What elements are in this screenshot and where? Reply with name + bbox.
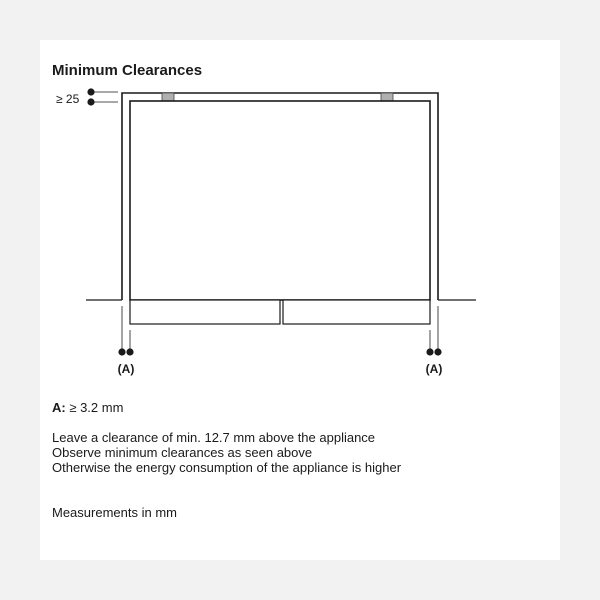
note-line: Observe minimum clearances as seen above — [52, 445, 313, 460]
drawer-right — [283, 300, 430, 324]
legend — [52, 400, 123, 415]
drawer-left — [130, 300, 280, 324]
mounting-bracket-right — [381, 93, 393, 101]
notes — [52, 430, 401, 475]
side-label-right: (A) — [425, 362, 443, 376]
measurements-note: Measurements in mm — [52, 505, 177, 520]
top-clearance-marker — [87, 88, 118, 105]
mounting-bracket-left — [162, 93, 174, 101]
figure-title: Minimum Clearances — [52, 62, 203, 79]
note-line: Otherwise the energy consumption of the appliance is higher — [52, 460, 402, 475]
side-label-left: (A) — [117, 362, 135, 376]
appliance-body — [130, 101, 430, 300]
top-clearance-label: ≥ 25 — [56, 92, 80, 106]
note-line: Leave a clearance of min. 12.7 mm above the appliance — [52, 430, 376, 445]
legend-value: ≥ 3.2 mm — [65, 400, 124, 415]
legend-key: A: — [52, 400, 66, 415]
